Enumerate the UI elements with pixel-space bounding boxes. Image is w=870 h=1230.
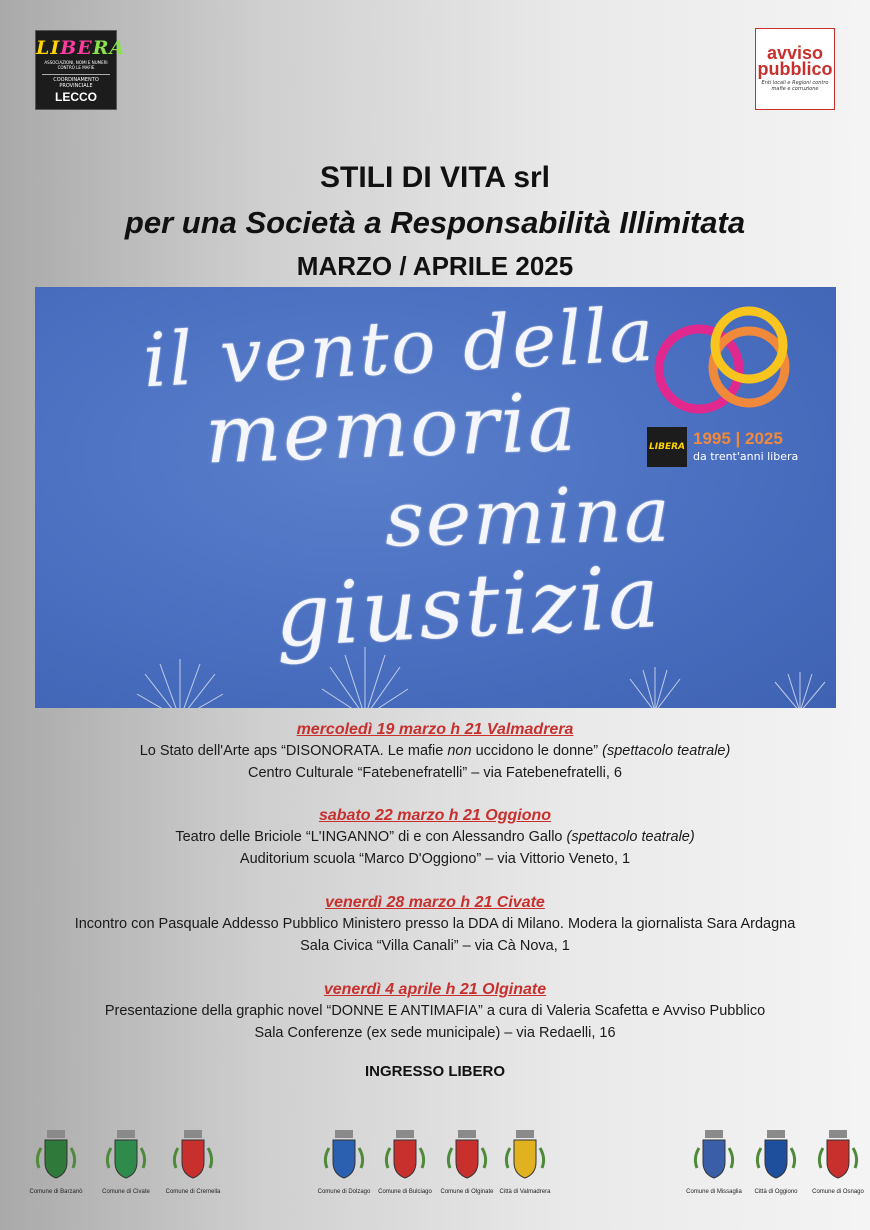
slogan-line-4: giustizia: [272, 546, 664, 668]
coat-of-arms-icon: [103, 1128, 149, 1182]
municipality-crest: [803, 1128, 870, 1195]
slogan-line-3: semina: [384, 469, 673, 564]
event-description: Presentazione della graphic novel “DONNE E ANTIMAFIA” a cura di Valeria Scafetta e Avviso Pubblico: [104, 1003, 766, 1019]
event-venue: Sala Civica “Villa Canali” – via Cà Nova, 1: [300, 938, 570, 954]
coat-of-arms-icon: [815, 1128, 861, 1182]
coat-of-arms-icon: [502, 1128, 548, 1182]
libera-logo-tagline: ASSOCIAZIONI, NOMI E NUMERI CONTRO LE MAFIE: [44, 60, 108, 70]
municipality-name: Comune di Barzanò: [29, 1189, 83, 1195]
anniversary-caption: da trent'anni libera: [693, 450, 799, 463]
anniversary-badge: [647, 427, 827, 467]
libera-logo-subline: COORDINAMENTO PROVINCIALE: [53, 77, 99, 89]
coat-of-arms-icon: [753, 1128, 799, 1182]
coat-of-arms-icon: [382, 1128, 428, 1182]
event-venue: Sala Conferenze (ex sede municipale) – via Redaelli, 16: [254, 1025, 616, 1041]
page-subtitle: per una Società a Responsabilità Illimitata: [124, 205, 746, 240]
slogan-line-2: memoria: [203, 375, 580, 482]
municipality-crest: [21, 1128, 91, 1195]
anniversary-libera-mark: LIBERA: [647, 427, 687, 467]
dandelion-icon: [320, 647, 410, 708]
municipality-crest: [309, 1128, 379, 1195]
municipality-crest: [91, 1128, 161, 1195]
municipality-name: Comune di Cremella: [165, 1189, 221, 1195]
avviso-logo-line2: pubblico: [757, 59, 833, 79]
event-venue: Auditorium scuola “Marco D'Oggiono” – via Vittorio Veneto, 1: [239, 851, 631, 867]
municipality-name: Comune di Olginate: [440, 1189, 494, 1195]
libera-logo: [35, 30, 126, 110]
event-item: [0, 720, 870, 784]
municipality-crest: [490, 1128, 560, 1195]
event-period: MARZO / APRILE 2025: [296, 251, 574, 281]
event-date: venerdì 4 aprile h 21 Olginate: [323, 981, 547, 998]
libera-logo-city: LECCO: [55, 90, 97, 104]
logo-divider: [42, 74, 110, 75]
page-title: STILI DI VITA srl: [319, 161, 551, 194]
municipality-crest: [158, 1128, 228, 1195]
coat-of-arms-icon: [170, 1128, 216, 1182]
municipality-name: Comune di Missaglia: [686, 1189, 742, 1195]
coat-of-arms-icon: [691, 1128, 737, 1182]
slogan-line-1: il vento della: [141, 291, 658, 405]
event-description: Teatro delle Briciole “L'INGANNO” di e con Alessandro Gallo (spettacolo teatrale): [175, 829, 695, 845]
anniversary-rings-icon: [647, 297, 807, 427]
municipality-name: Città di Valmadrera: [499, 1189, 551, 1195]
municipality-name: Comune di Osnago: [812, 1189, 864, 1195]
avviso-logo-line1: avviso: [766, 43, 824, 63]
libera-logo-word: LIBERA: [36, 37, 126, 59]
municipality-crest: [679, 1128, 749, 1195]
event-date: mercoledì 19 marzo h 21 Valmadrera: [296, 721, 574, 738]
avviso-logo-tagline: Enti locali e Regioni contro mafie e corruzione: [761, 80, 829, 92]
dandelion-icon: [625, 667, 685, 708]
dandelion-icon: [135, 659, 225, 708]
event-description: Lo Stato dell'Arte aps “DISONORATA. Le mafie non uccidono le donne” (spettacolo teatrale): [139, 743, 731, 759]
event-description: Incontro con Pasquale Addesso Pubblico Ministero presso la DDA di Milano. Modera la giornalista Sara Ardagna: [74, 916, 796, 932]
event-venue: Centro Culturale “Fatebenefratelli” – via Fatebenefratelli, 6: [248, 765, 622, 781]
coat-of-arms-icon: [444, 1128, 490, 1182]
municipality-crest: [741, 1128, 811, 1195]
municipality-name: Comune di Bulciago: [378, 1189, 432, 1195]
event-item: [0, 806, 870, 870]
free-entry-note: INGRESSO LIBERO: [364, 1063, 506, 1080]
anniversary-years: 1995 | 2025: [693, 429, 783, 448]
event-date: sabato 22 marzo h 21 Oggiono: [318, 807, 552, 824]
dandelion-icon: [770, 672, 830, 708]
municipality-name: Comune di Civate: [102, 1189, 150, 1195]
event-item: [0, 893, 870, 957]
coat-of-arms-icon: [33, 1128, 79, 1182]
municipality-crest: [370, 1128, 440, 1195]
campaign-banner: [35, 287, 836, 708]
municipality-name: Città di Oggiono: [754, 1189, 798, 1195]
municipality-name: Comune di Dolzago: [317, 1189, 371, 1195]
event-date: venerdì 28 marzo h 21 Civate: [325, 894, 545, 911]
coat-of-arms-icon: [321, 1128, 367, 1182]
avviso-pubblico-logo: [755, 28, 835, 110]
event-item: [0, 980, 870, 1044]
